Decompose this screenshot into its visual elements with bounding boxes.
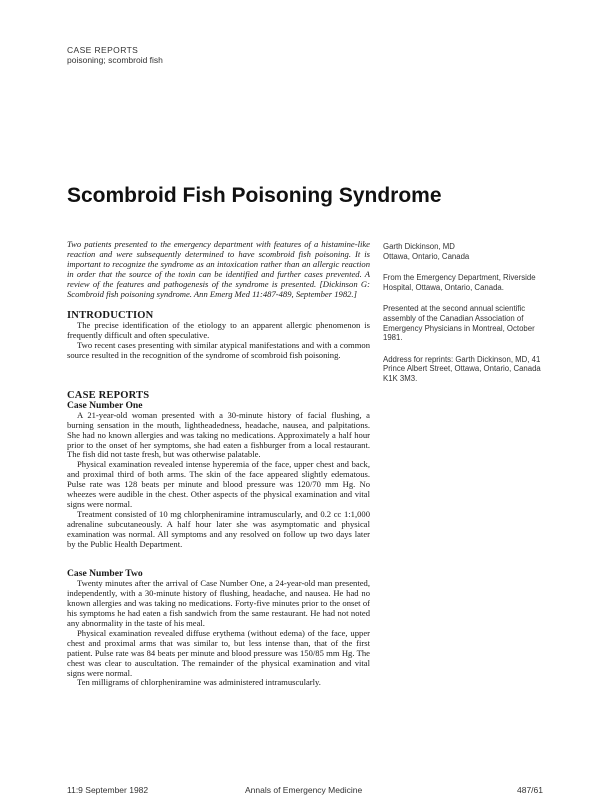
intro-paragraph: The precise identification of the etiology to an apparent allergic phenomenon is frequently difficult and often speculative. bbox=[67, 320, 370, 341]
footer-issue: 11:9 September 1982 bbox=[67, 785, 149, 795]
presentation-note: Presented at the second annual scientific assembly of the Canadian Association of Emergency Physicians in Montreal, October 1981. bbox=[383, 304, 535, 343]
case-one-paragraph: Physical examination revealed intense hyperemia of the face, upper chest and back, and proximal third of both arms. The skin of the face appeared slightly edematous. Pulse rate was 128 beats per minute and blood pressure was 120/70 mm Hg. No wheezes were audible in the chest. Other aspects of the physical examination and vital signs were normal. bbox=[67, 459, 370, 509]
case-one-paragraph: Treatment consisted of 10 mg chlorpheniramine intramuscularly, and 0.2 cc 1:1,000 adrenaline subcutaneously. A half hour later she was asymptomatic and physical examination was normal. All symptoms and any resolved on follow up two days later by the Public Health Department. bbox=[67, 508, 370, 549]
footer-page-number: 487/61 bbox=[517, 785, 543, 795]
abstract: Two patients presented to the emergency department with features of a histamine-like reaction and were subsequently determined to have scombroid fish poisoning. It is important to recognize the syndrome as an intoxication rather than an allergic reaction in order that the source of the toxin can be identified and further cases prevented. A review of the features and pathogenesis of the syndrome is presented. [Dickinson G: Scombroid fish poisoning syndrome. Ann Emerg Med 11:487-489, September 1982.] bbox=[67, 239, 370, 299]
case-two-paragraph: Physical examination revealed diffuse erythema (without edema) of the face, upper chest and proximal arms that was similar to, but less intense than, that of the first patient. Pulse rate was 84 beats per minute and blood pressure was 150/85 mm Hg. The chest was clear to auscultation. The remainder of the physical examination and vital signs were normal. bbox=[67, 627, 370, 678]
author-name: Garth Dickinson, MD bbox=[383, 242, 455, 251]
affiliation-note: From the Emergency Department, Riverside Hospital, Ottawa, Ontario, Canada. bbox=[383, 273, 536, 292]
case-one-heading: Case Number One bbox=[67, 399, 143, 411]
topic-keywords: poisoning; scombroid fish bbox=[67, 55, 163, 65]
case-two-heading: Case Number Two bbox=[67, 568, 143, 580]
section-label: CASE REPORTS bbox=[67, 45, 139, 55]
case-two-paragraph: Ten milligrams of chlorpheniramine was administered intramuscularly. bbox=[77, 677, 321, 688]
author-sidebar bbox=[383, 242, 543, 384]
introduction-heading: INTRODUCTION bbox=[67, 310, 154, 322]
article-title: Scombroid Fish Poisoning Syndrome bbox=[67, 184, 442, 207]
case-reports-heading: CASE REPORTS bbox=[67, 389, 150, 401]
running-header bbox=[67, 45, 163, 65]
author-location: Ottawa, Ontario, Canada bbox=[383, 251, 470, 261]
reprint-address: Address for reprints: Garth Dickinson, MD, 41 Prince Albert Street, Ottawa, Ontario, Canada K1K 3M3. bbox=[383, 354, 541, 383]
footer-journal: Annals of Emergency Medicine bbox=[245, 785, 363, 795]
intro-paragraph: Two recent cases presenting with similar atypical manifestations and with a common source resulted in the recognition of the syndrome of scombroid fish poisoning. bbox=[67, 340, 370, 361]
case-one-paragraph: A 21-year-old woman presented with a 30-minute history of facial flushing, a burning sensation in the mouth, lightheadedness, headache, nausea, and palpitations. She had no known allergies and was taking no medications. Approximately a half hour prior to the onset of her symptoms, she had eaten a fishburger from a local restaurant. The fish did not taste fresh, but was otherwise palatable. bbox=[67, 409, 370, 460]
case-two-paragraph: Twenty minutes after the arrival of Case Number One, a 24-year-old man presented, independently, with a 30-minute history of flushing, headache, and nausea. He had no known allergies and was taking no medications. Forty-five minutes prior to the onset of his symptoms he had eaten a fish sandwich from the same restaurant. He had not noted any abnormality in the taste of his meal. bbox=[67, 578, 370, 628]
main-column bbox=[67, 240, 370, 688]
